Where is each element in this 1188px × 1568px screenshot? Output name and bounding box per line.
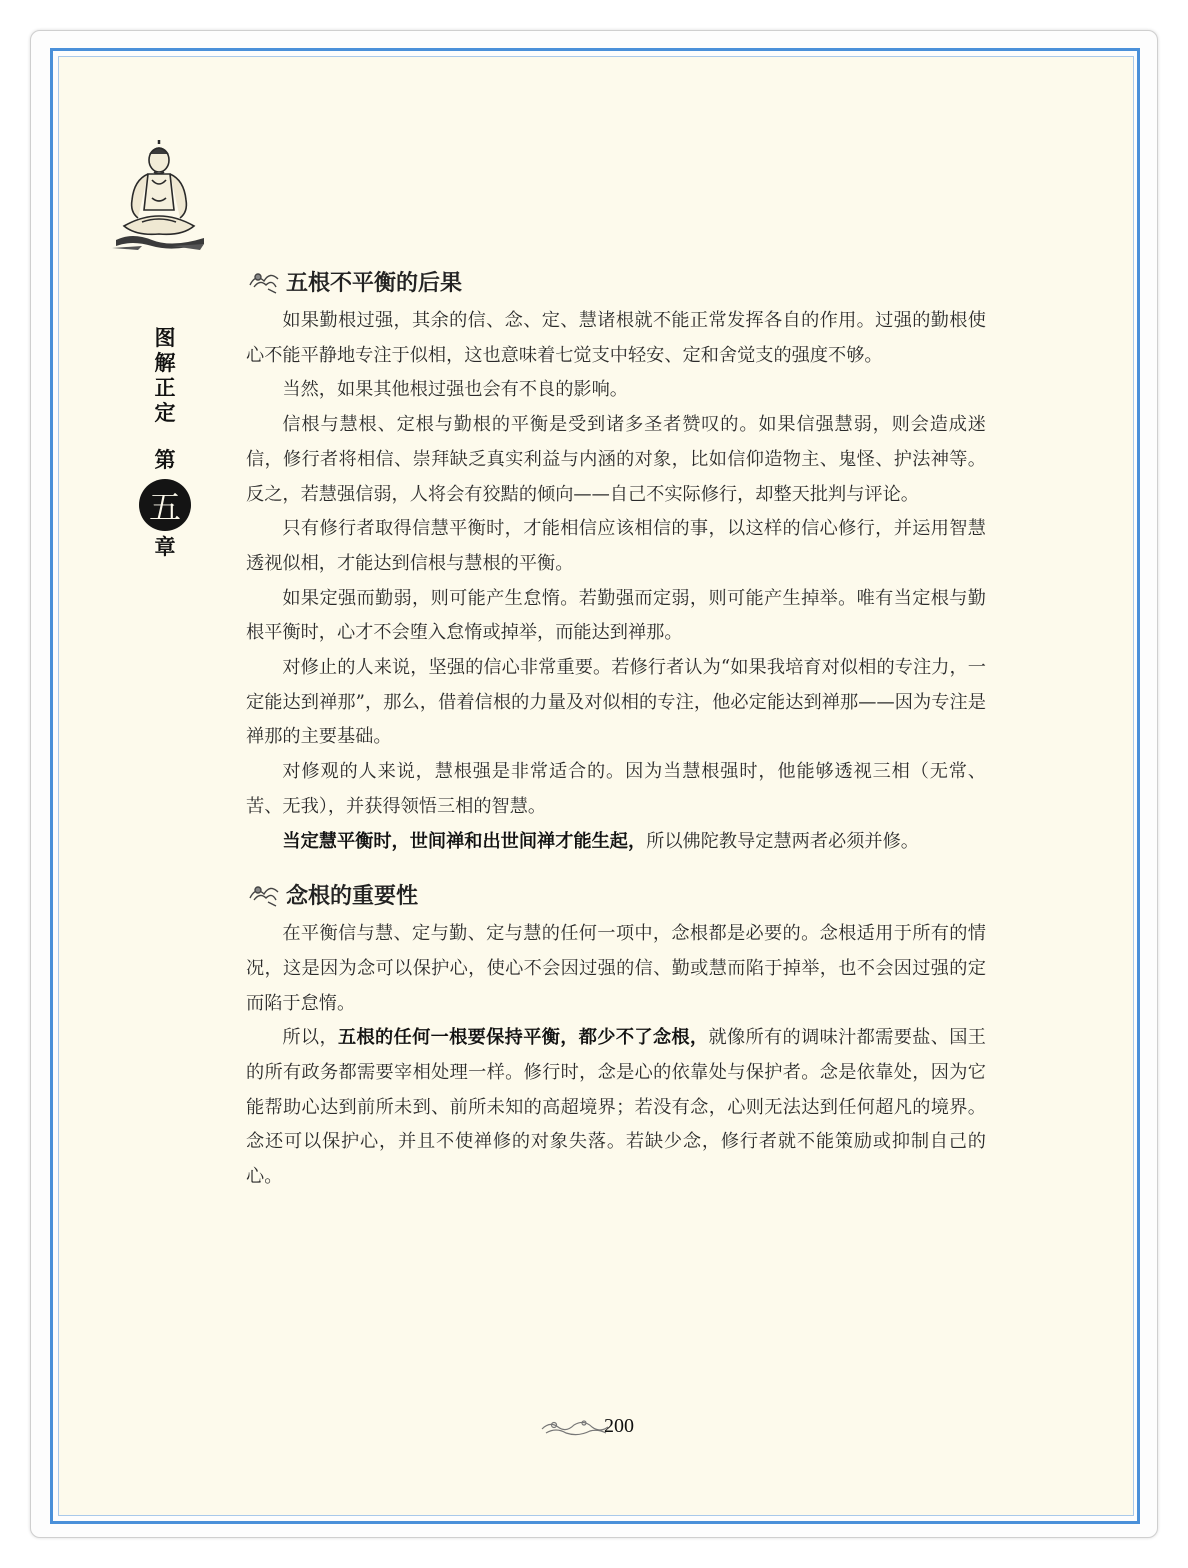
paragraph: 当然，如果其他根过强也会有不良的影响。	[282, 379, 628, 401]
chapter-title-char: 定	[154, 401, 176, 425]
seated-buddha-icon	[112, 140, 206, 252]
lotus-icon	[246, 880, 282, 908]
chapter-title-char: 图	[154, 326, 176, 350]
lotus-icon	[246, 267, 282, 295]
main-content	[246, 258, 986, 1195]
paragraph: 对修止的人来说，坚强的信心非常重要。若修行者认为“如果我培育对似相的专注力，一定能达到禅那”，那么，借着信根的力量及对似相的专注，他必定能达到禅那——因为专注是禅那的主要基础。	[246, 657, 986, 748]
chapter-suffix: 章	[154, 535, 176, 559]
chapter-sidebar	[150, 326, 180, 560]
paragraph: 只有修行者取得信慧平衡时，才能相信应该相信的事，以这样的信心修行，并运用智慧透视似相，才能达到信根与慧根的平衡。	[246, 518, 986, 574]
chapter-prefix: 第	[154, 448, 176, 472]
section-heading	[246, 258, 986, 304]
emphasis-text: 当定慧平衡时，世间禅和出世间禅才能生起，	[282, 830, 647, 852]
page-number: 200	[604, 1414, 634, 1437]
paragraph	[246, 825, 986, 860]
chapter-number-badge: 五	[139, 479, 191, 531]
paragraph: 信根与慧根、定根与勤根的平衡是受到诸多圣者赞叹的。如果信强慧弱，则会造成迷信，修行者将相信、崇拜缺乏真实利益与内涵的对象，比如信仰造物主、鬼怪、护法神等。反之，若慧强信弱，人将会有狡黠的倾向——自己不实际修行，却整天批判与评论。	[246, 414, 986, 505]
page-footer	[540, 1408, 650, 1444]
paragraph: 如果定强而勤弱，则可能产生怠惰。若勤强而定弱，则可能产生掉举。唯有当定根与勤根平衡时，心才不会堕入怠惰或掉举，而能达到禅那。	[246, 587, 986, 644]
paragraph: 在平衡信与慧、定与勤、定与慧的任何一项中，念根都是必要的。念根适用于所有的情况，这是因为念可以保护心，使心不会因过强的信、勤或慧而陷于掉举，也不会因过强的定而陷于怠惰。	[246, 923, 986, 1014]
chapter-title-char: 解	[154, 351, 176, 375]
section-heading-text: 念根的重要性	[286, 882, 419, 909]
paragraph: 如果勤根过强，其余的信、念、定、慧诸根就不能正常发挥各自的作用。过强的勤根使心不能平静地专注于似相，这也意味着七觉支中轻安、定和舍觉支的强度不够。	[246, 310, 986, 366]
cloud-ornament-icon	[540, 1413, 610, 1439]
paragraph	[246, 1021, 986, 1195]
paragraph-text: 就像所有的调味汁都需要盐、国王的所有政务都需要宰相处理一样。修行时，念是心的依靠处与保护者。念是依靠处，因为它能帮助心达到前所未到、前所未知的高超境界；若没有念，心则无法达到任何超凡的境界。念还可以保护心，并且不使禅修的对象失落。若缺少念，修行者就不能策励或抑制自己的心。	[246, 1027, 986, 1188]
section-heading	[246, 871, 986, 917]
chapter-title-char: 正	[154, 376, 176, 400]
emphasis-text: 五根的任何一根要保持平衡，都少不了念根，	[337, 1027, 709, 1049]
section-heading-text: 五根不平衡的后果	[286, 269, 463, 296]
paragraph-lead: 所以，	[282, 1027, 338, 1049]
paragraph: 对修观的人来说，慧根强是非常适合的。因为当慧根强时，他能够透视三相（无常、苦、无我），并获得领悟三相的智慧。	[246, 761, 986, 817]
paragraph-text: 所以佛陀教导定慧两者必须并修。	[646, 830, 919, 852]
